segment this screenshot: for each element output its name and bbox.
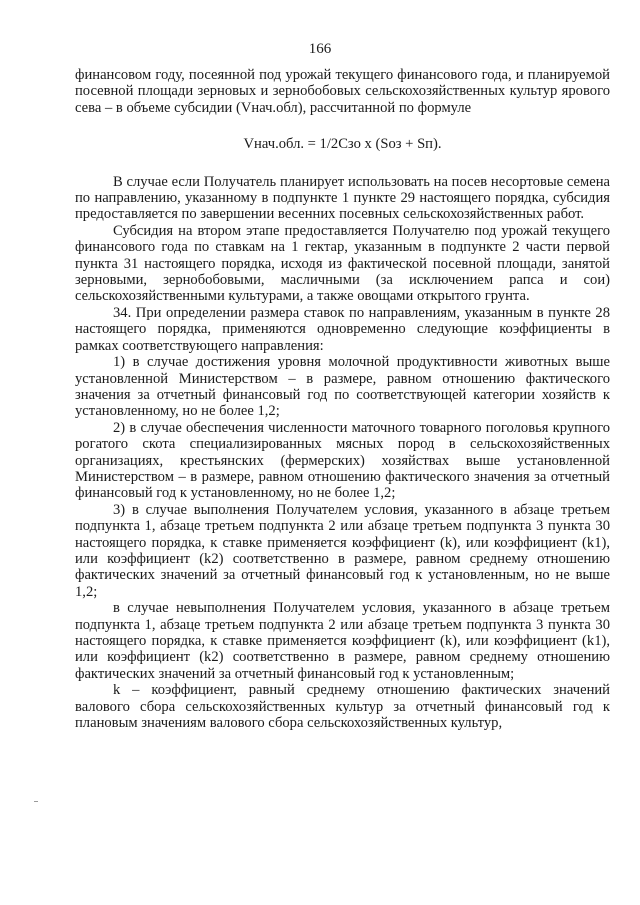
formula: Vнач.обл. = 1/2Сзо x (Sоз + Sп). [243,136,442,153]
paragraph-item-2: 2) в случае обеспечения численности маточного товарного поголовья крупного рогатого скота специализированных мясных пород в сельскохозяйственных организациях, крестьянских (фермерских) хозяйствах выше установленной Министерством – в размере, равном отношению фактического значения за отчетный финансовый год к установленному, но не более 1,2; [75,419,610,502]
paragraph-non-fulfillment: в случае невыполнения Получателем условия, указанного в абзаце третьем подпункта 1, абзаце третьем подпункта 2 или абзаце третьем подпункта 3 пункта 30 настоящего порядка, к ставке применяется коэффициент (k), или коэффициент (k1), или коэффициент (k2) соответственно в размере, равном среднему отношению фактических значений за отчетный финансовый год к установленным; [75,600,610,682]
paragraph-item-1: 1) в случае достижения уровня молочной продуктивности животных выше установленной Министерством – в размере, равном отношению фактического значения за отчетный финансовый год по соответствующей категории хозяйств к установленному, но не более 1,2; [75,354,610,420]
paragraph-clause-34: 34. При определении размера ставок по направлениям, указанным в пункте 28 настоящего порядка, применяются одновременно следующие коэффициенты в рамках соответствующего направления: [75,304,610,354]
margin-mark [34,801,38,802]
paragraph-second-stage: Субсидия на втором этапе предоставляется Получателю под урожай текущего финансового года по ставкам на 1 гектар, указанным в подпункте 2 части первой пункта 31 настоящего порядка, исходя из фактической посевной площади, занятой зерновыми, зернобобовыми, масличными (за исключением рапса и сои) сельскохозяйственными культурами, а также овощами открытого грунта. [75,222,610,305]
paragraph-unsorted-seeds: В случае если Получатель планирует использовать на посев несортовые семена по направлению, указанному в подпункте 1 пункте 29 настоящего порядка, субсидия предоставляется по завершении весенних посевных сельскохозяйственных работ. [75,173,610,223]
document-body [75,67,610,731]
paragraph-continuation: финансовом году, посеянной под урожай текущего финансового года, и планируемой посевной площади зерновых и зернобобовых сельскохозяйственных культур ярового сева – в объеме субсидии (Vнач.обл), рассчитанной по формуле [75,67,610,116]
page-number: 166 [308,41,332,57]
paragraph-k-coefficient: k – коэффициент, равный среднему отношению фактических значений валового сбора сельскохозяйственных культур за отчетный финансовый год к плановым значениям валового сбора сельскохозяйственных культур, [75,682,610,732]
paragraph-item-3: 3) в случае выполнения Получателем условия, указанного в абзаце третьем подпункта 1, абзаце третьем подпункта 2 или абзаце третьем подпункта 3 пункта 30 настоящего порядка, к ставке применяется коэффициент (k), или коэффициент (k1), или коэффициент (k2) соответственно в размере, равном среднему отношению фактических значений за отчетный финансовый год к установленным, но не выше 1,2; [75,501,610,600]
